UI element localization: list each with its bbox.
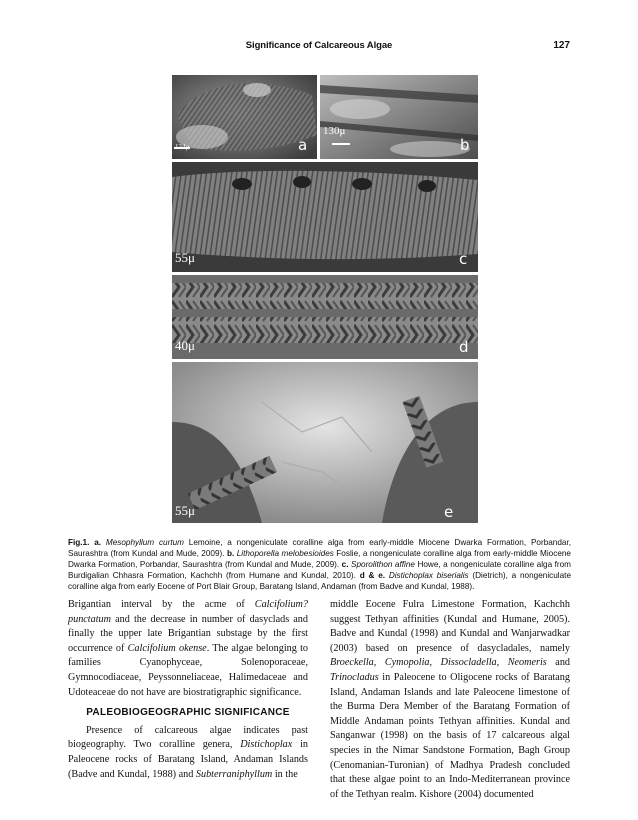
running-header-title: Significance of Calcareous Algae [245, 40, 393, 51]
scale-label-c: 55μ [175, 250, 195, 265]
figure-plate [172, 75, 478, 523]
scale-label-e: 55μ [175, 503, 195, 518]
caption-de-text: (Dietrich), a nongeniculate coralline alga from early Eocene of Port Blair Group, Baratang Island, Andaman (from Badve and Kundal, 1988). [68, 571, 571, 591]
caption-c-text: Howe, a nongeniculate coralline alga from Burdigalian Chhasra Formation, Kachchh (from Humane and Kundal, 2010). [68, 560, 571, 580]
caption-a-text: Lemoine, a nongeniculate coralline alga from early-middle Miocene Dwarka Formation, Porbandar, Saurashtra (from Kundal and Mude, 2009). [68, 538, 572, 558]
section-heading: PALEOBIOGEOGRAPHIC SIGNIFICANCE [86, 707, 290, 719]
right-paragraph-1: middle Eocene Fulra Limestone Formation, Kachchh suggest Tethyan affinities (Kundal and Humane, 2005). Badve and Kundal (1998) and Kundal and Wanjarwadkar (2003) based on presence of dasycladales, namely Broeckella, Cymopolia, Dissocladella, Neomeris and Trinocladus in Paleocene to Oligocene rocks of Baratang Island, Andaman Islands and late Paleocene limestone of the Burma Dera Member of the Baratang Formation of Middle Andaman points Tethyan affinities. Kundal and Sanganwar (1998) on the basis of 17 calcareous algal species in the Nimar Sandstone Formation, Bagh Group (Cenomanian-Turonian) of Madhya Pradesh concluded that these algae point to an Indo-Mediterranean province of the Tethyan realm. Kishore (2004) documented [330, 599, 571, 800]
left-paragraph-2: Presence of calcareous algae indicates past biogeography. Two coralline genera, Distichoplax in Paleocene rocks of Baratang Island, Andaman Islands (Badve and Kundal, 1988) and Subterraniphyllum in the [68, 724, 308, 780]
panel-label-b: b [460, 136, 470, 154]
figure-panel-b [320, 75, 478, 159]
left-paragraph-1: Brigantian interval by the acme of Calcifolium? punctatum and the decrease in number of dasyclads and finally the upper late Brigantian substage by the first occurrence of Calcifolium okense. The algae belonging to families Cyanophyceae, Solenoporaceae, Gymnocodiaceae, Peyssonneliaceae, Halimedaceae and Udoteaceae do not have are biostratigraphic significance. [68, 599, 308, 698]
caption-a-label: a. [94, 538, 102, 547]
caption-de-taxon: Distichoplax biserialis [388, 571, 469, 580]
caption-c-taxon: Sporolithon affine [351, 560, 415, 569]
figure-panel-c [172, 162, 478, 272]
caption-a-taxon: Mesophyllum curtum [105, 538, 184, 547]
figure-panel-a [172, 75, 317, 159]
panel-label-a: a [298, 136, 308, 154]
micrograph-c [172, 162, 478, 272]
micrograph-a [172, 75, 317, 159]
caption-b-label: b. [226, 549, 235, 558]
caption-fig-id: Fig.1. [68, 538, 90, 547]
panel-label-d: d [459, 338, 469, 356]
caption-b-taxon: Lithoporella melobesioides [236, 549, 334, 558]
right-column [330, 598, 570, 802]
caption-de-label: d & e. [359, 571, 386, 580]
left-column [68, 598, 308, 782]
scale-label-d: 40μ [175, 338, 195, 353]
scale-label-b: 130μ [323, 125, 346, 137]
figure-panel-d [172, 275, 478, 359]
panel-label-c: c [459, 250, 468, 268]
panel-label-e: e [444, 503, 454, 521]
page-number: 127 [553, 40, 570, 51]
caption-b-text: Foslie, a nongeniculate coralline alga from early-middle Miocene Dwarka Formation, Porbandar, Saurashtra (from Kundal and Mude, 2009). [68, 549, 571, 569]
caption-c-label: c. [341, 560, 349, 569]
micrograph-b [320, 75, 478, 159]
figure-panel-e [172, 362, 478, 523]
scale-label-a: 134μ [175, 143, 190, 151]
figure-caption [68, 537, 571, 592]
micrograph-e [172, 362, 478, 523]
micrograph-d [172, 275, 478, 359]
